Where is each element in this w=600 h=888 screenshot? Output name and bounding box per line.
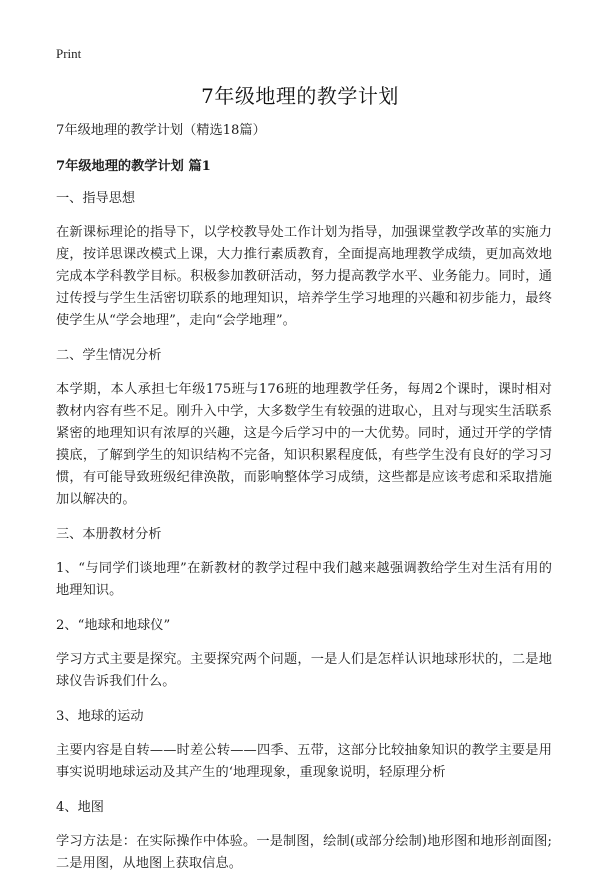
heading-guiding-ideology: 一、指导思想: [56, 191, 136, 206]
paragraph-maps: 学习方法是：在实际操作中体验。一是制图，绘制(或部分绘制)地形图和地形剖面图;二是用图，从地图上获取信息。: [56, 834, 552, 871]
paragraph-student-analysis: 本学期，本人承担七年级175班与176班的地理教学任务，每周2个课时，课时相对教材内容有些不足。刚升入中学，大多数学生有较强的进取心，且对与现实生活联系紧密的地理知识有浓厚的兴趣，这是今后学习中的一大优势。同时，通过开学的学情摸底，了解到学生的知识结构不完备，知识积累程度低，有些学生没有良好的学习习惯，有可能导致班级纪律涣散，而影响整体学习成绩，这些都是应该考虑和采取措施加以解决的。: [56, 382, 552, 507]
paragraph-guiding-ideology: 在新课标理论的指导下，以学校教导处工作计划为指导，加强课堂教学改革的实施力度，按详思课改模式上课，大力推行素质教育，全面提高地理教学成绩，更加高效地完成本学科教学目标。积极参加教研活动，努力提高教学水平、业务能力。同时，通过传授与学生生活密切联系的地理知识，培养学生学习地理的兴趣和初步能力，最终使学生从“学会地理”，走向“会学地理”。: [56, 225, 552, 328]
heading-earth-globe: 2、“地球和地球仪”: [56, 618, 171, 633]
paragraph-talk-geography: 1、“与同学们谈地理”在新教材的教学过程中我们越来越强调教给学生对生活有用的地理知识。: [56, 561, 552, 598]
paragraph-earth-motion: 主要内容是自转——时差公转——四季、五带，这部分比较抽象知识的教学主要是用事实说明地球运动及其产生的‘地理现象，重现象说明，轻原理分析: [56, 743, 552, 780]
section-title: 7年级地理的教学计划 篇1: [56, 159, 211, 174]
print-label: Print: [56, 46, 82, 61]
document-subtitle: 7年级地理的教学计划（精选18篇）: [56, 123, 266, 138]
paragraph-earth-globe: 学习方式主要是探究。主要探究两个问题，一是人们是怎样认识地球形状的，二是地球仪告诉我们什么。: [56, 652, 552, 689]
document-title: 7年级地理的教学计划: [201, 84, 399, 108]
heading-textbook-analysis: 三、本册教材分析: [56, 527, 162, 542]
heading-maps: 4、地图: [56, 800, 104, 815]
heading-earth-motion: 3、地球的运动: [56, 709, 144, 724]
heading-student-analysis: 二、学生情况分析: [56, 348, 162, 363]
document-body: [56, 120, 552, 888]
